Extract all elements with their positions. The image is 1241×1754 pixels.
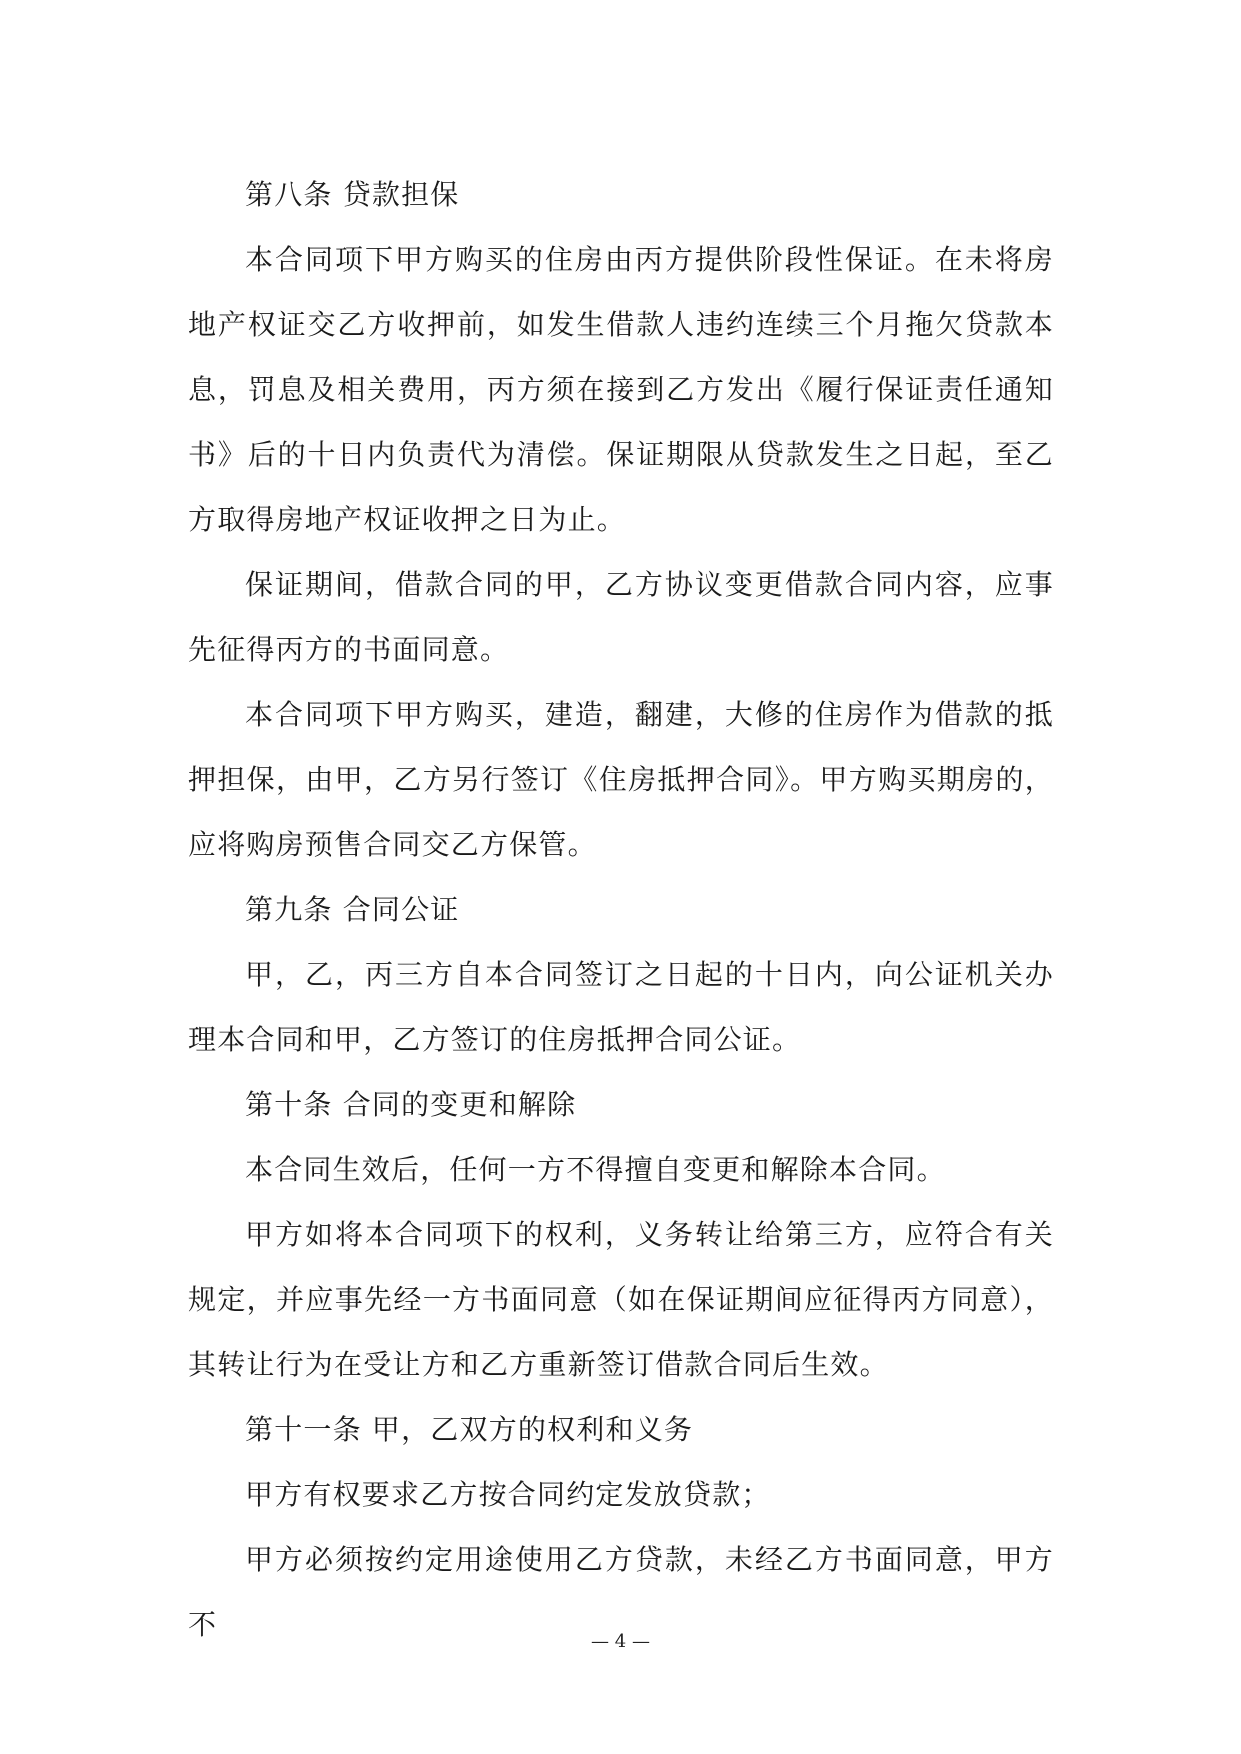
body-paragraph: 甲方必须按约定用途使用乙方贷款，未经乙方书面同意，甲方不 — [188, 1543, 1054, 1641]
body-paragraph: 甲方如将本合同项下的权利，义务转让给第三方，应符合有关规定，并应事先经一方书面同意（如在保证期间应征得丙方同意），其转让行为在受让方和乙方重新签订借款合同后生效。 — [188, 1218, 1054, 1381]
body-paragraph: 本合同项下甲方购买，建造，翻建，大修的住房作为借款的抵押担保，由甲，乙方另行签订《住房抵押合同》。甲方购买期房的，应将购房预售合同交乙方保管。 — [188, 698, 1054, 861]
body-paragraph: 甲，乙，丙三方自本合同签订之日起的十日内，向公证机关办理本合同和甲，乙方签订的住房抵押合同公证。 — [188, 958, 1054, 1056]
article-heading: 第十条 合同的变更和解除 — [245, 1088, 577, 1121]
article-heading: 第十一条 甲，乙双方的权利和义务 — [245, 1413, 694, 1446]
article-heading: 第九条 合同公证 — [245, 893, 460, 926]
body-paragraph: 本合同生效后，任何一方不得擅自变更和解除本合同。 — [245, 1153, 946, 1186]
body-paragraph: 保证期间，借款合同的甲，乙方协议变更借款合同内容，应事先征得丙方的书面同意。 — [188, 568, 1054, 666]
body-paragraph: 甲方有权要求乙方按合同约定发放贷款； — [245, 1478, 771, 1511]
body-paragraph: 本合同项下甲方购买的住房由丙方提供阶段性保证。在未将房地产权证交乙方收押前，如发生借款人违约连续三个月拖欠贷款本息，罚息及相关费用，丙方须在接到乙方发出《履行保证责任通知书》后的十日内负责代为清偿。保证期限从贷款发生之日起，至乙方取得房地产权证收押之日为止。 — [188, 243, 1054, 536]
page-number: — 4 — — [591, 1631, 650, 1652]
article-heading: 第八条 贷款担保 — [245, 178, 460, 211]
document-body — [188, 162, 1054, 1657]
